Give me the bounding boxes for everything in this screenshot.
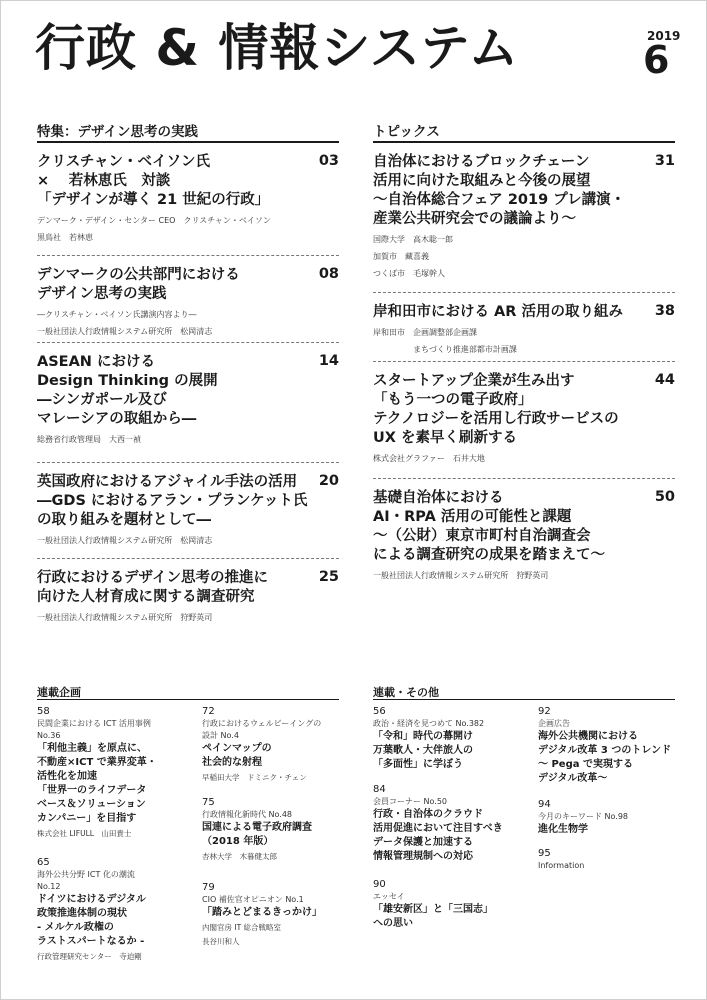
serial-item xyxy=(538,847,698,872)
item-author: 内閣官房 IT 総合戦略室 xyxy=(202,923,282,932)
serial-heading-rule xyxy=(37,699,339,700)
item-title-line: カンパニー」を目指す xyxy=(37,813,137,824)
article-author: 黒鳥社 若林恵 xyxy=(37,233,93,242)
topics-heading: トピックス xyxy=(373,124,440,140)
article-entry xyxy=(373,372,675,465)
item-title-line: 「利他主義」を原点に、 xyxy=(37,743,147,754)
item-page-number: 95 xyxy=(538,848,551,859)
article-author: デンマーク・デザイン・センター CEO クリスチャン・ベイソン xyxy=(37,216,271,225)
page-number: 25 xyxy=(318,569,339,585)
article-title-line: クリスチャン・ベイソン氏 xyxy=(37,154,210,170)
article-author: 一般社団法人行政情報システム研究所 松岡清志 xyxy=(37,327,213,336)
item-category: 今月のキーワード No.98 xyxy=(538,812,629,821)
item-category: 行政情報化新時代 No.48 xyxy=(202,810,293,819)
article-separator xyxy=(373,292,675,293)
others-heading-rule xyxy=(373,699,675,700)
item-title-line: ペインマップの xyxy=(202,743,272,754)
page-number: 38 xyxy=(654,303,675,319)
serial-item xyxy=(373,878,533,931)
serial-item xyxy=(202,881,362,948)
item-page-number: 65 xyxy=(37,857,50,868)
item-title-line: 海外公共機関における xyxy=(538,731,638,742)
serial-item xyxy=(202,796,362,863)
article-title-line: ～（公財）東京市町村自治調査会 xyxy=(373,528,591,544)
article-author: 総務省行政管理局 大西一禎 xyxy=(37,435,141,444)
article-title-line: ―シンガポール及び xyxy=(37,392,167,408)
item-page-number: 58 xyxy=(37,706,50,717)
item-title-line: - メルケル政権の xyxy=(37,922,114,933)
page-number: 08 xyxy=(318,266,339,282)
item-title-line: 行政・自治体のクラウド xyxy=(373,809,483,820)
item-category: 企画広告 xyxy=(538,719,570,728)
item-title-line: 情報管理規制への対応 xyxy=(373,851,473,862)
article-author: つくば市 毛塚幹人 xyxy=(373,269,445,278)
item-author: 杏林大学 木暮健太郎 xyxy=(202,852,277,861)
item-title-line: 活用促進において注目すべき xyxy=(373,823,503,834)
item-page-number: 92 xyxy=(538,706,551,717)
article-title-line: ASEAN における xyxy=(37,354,155,370)
article-title-line: 岸和田市における AR 活用の取り組み xyxy=(373,304,623,320)
article-author: 岸和田市 企画調整部企画課 xyxy=(373,328,477,337)
magazine-title: 行政 & 情報システム xyxy=(35,19,520,77)
item-title-line: （2018 年版） xyxy=(202,836,274,847)
article-title-line: 活用に向けた取組みと今後の展望 xyxy=(373,173,591,189)
article-title-line: スタートアップ企業が生み出す xyxy=(373,373,575,389)
item-page-number: 75 xyxy=(202,797,215,808)
item-category: Information xyxy=(538,861,585,870)
item-author: 早稲田大学 ドミニク・チェン xyxy=(202,773,307,782)
serial-item xyxy=(538,798,698,837)
article-title-line: 英国政府におけるアジャイル手法の活用 xyxy=(37,474,298,490)
serial-item xyxy=(373,783,533,864)
article-title-line: 「もう一つの電子政府」 xyxy=(373,392,533,408)
item-title-line: 「踏みとどまるきっかけ」 xyxy=(202,907,322,918)
article-title-line: マレーシアの取組から― xyxy=(37,411,197,427)
page-number: 03 xyxy=(318,153,339,169)
item-title-line: ラストスパートなるか - xyxy=(37,936,145,947)
item-category: エッセイ xyxy=(373,892,405,901)
article-title-line: 「デザインが導く 21 世紀の行政」 xyxy=(37,192,270,208)
page-number: 20 xyxy=(318,473,339,489)
item-title-line: 「雄安新区」と「三国志」 xyxy=(373,904,493,915)
item-category: 政治・経済を見つめて No.382 xyxy=(373,719,485,728)
article-title-line: UX を素早く刷新する xyxy=(373,430,518,446)
item-title-line: データ保護と加速する xyxy=(373,837,473,848)
item-author: 行政管理研究センター 寺迫剛 xyxy=(37,952,142,961)
item-title-line: ～ Pega で実現する xyxy=(538,759,633,770)
item-category: 海外公共分野 ICT 化の潮流 xyxy=(37,870,135,879)
item-title-line: ドイツにおけるデジタル xyxy=(37,894,146,905)
article-author: ―クリスチャン・ベイソン氏講演内容より― xyxy=(37,310,197,319)
article-author: 株式会社グラファー 石井大地 xyxy=(373,454,485,463)
item-title-line: 政策推進体制の現状 xyxy=(37,908,127,919)
article-title-line: Design Thinking の展開 xyxy=(37,373,218,389)
serial-item xyxy=(202,705,362,784)
article-title-line: デザイン思考の実践 xyxy=(37,286,167,302)
serial-heading: 連載企画 xyxy=(37,686,81,699)
article-entry xyxy=(37,473,339,547)
article-entry xyxy=(37,353,339,446)
item-title-line: 不動産×ICT で業界変革・ xyxy=(37,757,157,768)
article-separator xyxy=(37,558,339,559)
issue-year: 2019 xyxy=(647,29,681,43)
article-entry xyxy=(37,153,339,244)
article-title-line: 産業公共研究会での議論より～ xyxy=(373,211,576,227)
item-page-number: 79 xyxy=(202,882,215,893)
item-page-number: 72 xyxy=(202,706,215,717)
serial-item xyxy=(37,856,197,963)
item-category: 行政におけるウェルビーイングの xyxy=(202,719,322,728)
item-title-line: 「世界一のライフデータ xyxy=(37,785,147,796)
item-title-line: 進化生物学 xyxy=(538,824,588,835)
others-heading: 連載・その他 xyxy=(373,686,439,699)
article-title-line: ―GDS におけるアラン・プランケット氏 xyxy=(37,493,308,509)
item-category: No.12 xyxy=(37,882,61,891)
item-title-line: ベース＆ソリューション xyxy=(37,799,146,810)
serial-item xyxy=(538,705,698,786)
article-entry xyxy=(37,266,339,338)
article-entry xyxy=(37,569,339,624)
article-title-line: 行政におけるデザイン思考の推進に xyxy=(37,570,268,586)
article-separator xyxy=(373,361,675,362)
article-title-line: 向けた人材育成に関する調査研究 xyxy=(37,589,255,605)
item-category: 民間企業における ICT 活用事例 xyxy=(37,719,151,728)
article-separator xyxy=(373,478,675,479)
article-title-line: 自治体におけるブロックチェーン xyxy=(373,154,590,170)
item-title-line: 万葉歌人・大伴旅人の xyxy=(373,745,473,756)
article-title-line: による調査研究の成果を踏まえて～ xyxy=(373,547,605,563)
page-number: 50 xyxy=(654,489,675,505)
article-title-line: ～自治体総合フェア 2019 プレ講演・ xyxy=(373,192,626,208)
article-separator xyxy=(37,255,339,256)
article-author: 加賀市 藏喜義 xyxy=(373,252,429,261)
feature-heading-rule xyxy=(37,141,339,143)
article-author: 一般社団法人行政情報システム研究所 狩野英司 xyxy=(373,571,549,580)
item-category: CIO 補佐官オピニオン No.1 xyxy=(202,895,304,904)
serial-item xyxy=(37,705,197,840)
item-title-line: デジタル改革 3 つのトレンド xyxy=(538,745,672,756)
article-separator xyxy=(37,342,339,343)
page-number: 44 xyxy=(654,372,675,388)
item-page-number: 94 xyxy=(538,799,551,810)
item-title-line: 「令和」時代の幕開け xyxy=(373,731,473,742)
article-separator xyxy=(37,462,339,463)
article-title-line: デンマークの公共部門における xyxy=(37,267,240,283)
item-author: 長谷川和人 xyxy=(202,937,240,946)
topics-heading-rule xyxy=(373,141,675,143)
item-title-line: への思い xyxy=(373,918,413,929)
page-number: 31 xyxy=(654,153,675,169)
item-category: No.36 xyxy=(37,731,61,740)
article-author: 一般社団法人行政情報システム研究所 狩野英司 xyxy=(37,613,213,622)
article-title-line: AI・RPA 活用の可能性と課題 xyxy=(373,509,572,525)
item-category: 会員コーナー No.50 xyxy=(373,797,448,806)
article-title-line: の取り組みを題材として― xyxy=(37,512,211,528)
item-page-number: 56 xyxy=(373,706,386,717)
item-category: 設計 No.4 xyxy=(202,731,239,740)
item-title-line: 「多面性」に学ぼう xyxy=(373,759,463,770)
item-page-number: 90 xyxy=(373,879,386,890)
item-page-number: 84 xyxy=(373,784,386,795)
feature-heading: 特集：デザイン思考の実践 xyxy=(37,124,199,140)
article-entry xyxy=(373,303,675,356)
article-author: 国際大学 高木聡一郎 xyxy=(373,235,453,244)
item-author: 株式会社 LIFULL 山田貴士 xyxy=(37,829,132,838)
page-number: 14 xyxy=(318,353,339,369)
item-title-line: デジタル改革～ xyxy=(538,773,608,784)
article-author: まちづくり推進部都市計画課 xyxy=(373,345,517,354)
article-entry xyxy=(373,153,675,280)
article-title-line: 基礎自治体における xyxy=(373,490,504,506)
article-title-line: テクノロジーを活用し行政サービスの xyxy=(373,411,619,427)
article-title-line: × 若林恵氏 対談 xyxy=(37,173,171,189)
item-title-line: 国連による電子政府調査 xyxy=(202,822,312,833)
serial-item xyxy=(373,705,533,772)
item-title-line: 活性化を加速 xyxy=(37,771,97,782)
article-author: 一般社団法人行政情報システム研究所 松岡清志 xyxy=(37,536,213,545)
item-title-line: 社会的な射程 xyxy=(202,757,262,768)
issue-number: 6 xyxy=(643,38,670,82)
article-entry xyxy=(373,489,675,582)
